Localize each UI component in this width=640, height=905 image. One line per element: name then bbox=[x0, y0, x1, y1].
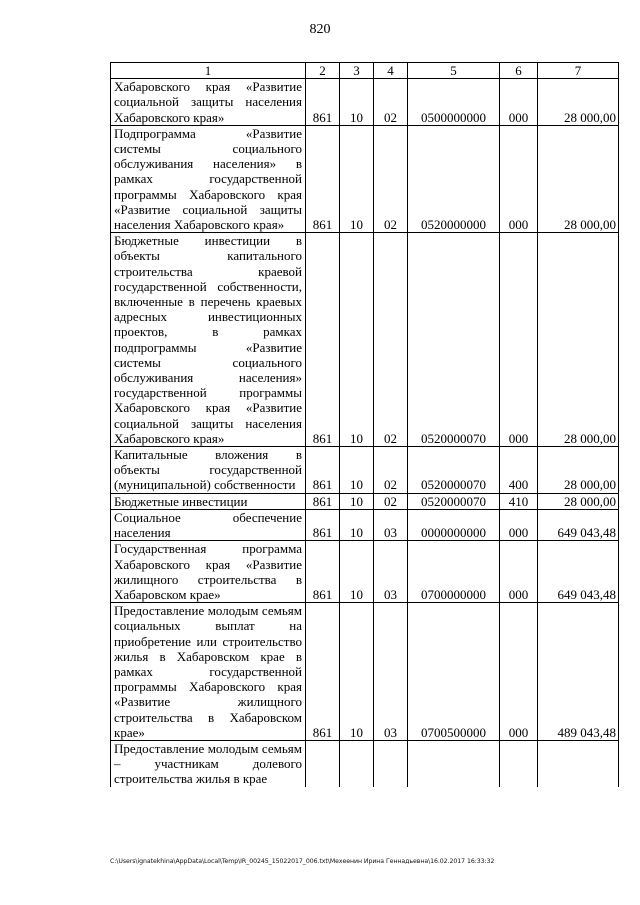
cell-section: 10 bbox=[340, 541, 374, 603]
table-row bbox=[111, 509, 619, 540]
row-name: Государственная программа Хабаровского края «Развитие жилищного строительства в Хабаровском крае» bbox=[111, 541, 306, 603]
cell-subsection: 03 bbox=[374, 541, 408, 603]
table-row bbox=[111, 740, 619, 786]
footer-file-path: C:\Users\ignatekhina\AppData\Local\Temp\IR_00245_15022017_006.txt\Мехеенин Ирина Геннадьевна\16.02.2017 16:33:32 bbox=[110, 858, 495, 865]
cell-section: 10 bbox=[340, 493, 374, 509]
cell-target-article: 0700000000 bbox=[408, 541, 500, 603]
cell-amount: 649 043,48 bbox=[538, 509, 619, 540]
cell-expense-type: 400 bbox=[500, 447, 538, 494]
cell-amount: 28 000,00 bbox=[538, 447, 619, 494]
cell-target-article bbox=[408, 740, 500, 786]
col-header-2: 2 bbox=[306, 63, 340, 79]
cell-section: 10 bbox=[340, 603, 374, 741]
cell-ved: 861 bbox=[306, 125, 340, 232]
cell-amount bbox=[538, 740, 619, 786]
col-header-3: 3 bbox=[340, 63, 374, 79]
cell-subsection: 03 bbox=[374, 509, 408, 540]
cell-amount: 489 043,48 bbox=[538, 603, 619, 741]
cell-subsection: 02 bbox=[374, 447, 408, 494]
cell-expense-type: 000 bbox=[500, 541, 538, 603]
cell-ved: 861 bbox=[306, 447, 340, 494]
cell-target-article: 0520000070 bbox=[408, 447, 500, 494]
page-number: 820 bbox=[309, 22, 331, 37]
cell-target-article: 0000000000 bbox=[408, 509, 500, 540]
cell-section: 10 bbox=[340, 233, 374, 447]
cell-target-article: 0500000000 bbox=[408, 79, 500, 126]
row-name: Капитальные вложения в объекты государственной (муниципальной) собственности bbox=[111, 447, 306, 494]
row-name: Бюджетные инвестиции в объекты капитального строительства краевой государственной собственности, включенные в перечень краевых адресных инвестиционных проектов, в рамках подпрограммы «Развитие системы социального обслуживания населения» государственной программы Хабаровского края «Развитие социальной защиты населения Хабаровского края» bbox=[111, 233, 306, 447]
cell-subsection: 02 bbox=[374, 79, 408, 126]
cell-ved: 861 bbox=[306, 509, 340, 540]
cell-target-article: 0520000070 bbox=[408, 493, 500, 509]
cell-amount: 649 043,48 bbox=[538, 541, 619, 603]
cell-ved: 861 bbox=[306, 541, 340, 603]
cell-subsection: 02 bbox=[374, 125, 408, 232]
table-row bbox=[111, 447, 619, 494]
col-header-4: 4 bbox=[374, 63, 408, 79]
cell-ved: 861 bbox=[306, 233, 340, 447]
cell-target-article: 0700500000 bbox=[408, 603, 500, 741]
cell-section: 10 bbox=[340, 509, 374, 540]
header-row bbox=[111, 63, 619, 79]
cell-subsection: 03 bbox=[374, 603, 408, 741]
cell-amount: 28 000,00 bbox=[538, 125, 619, 232]
budget-table bbox=[110, 62, 619, 787]
cell-expense-type: 000 bbox=[500, 79, 538, 126]
col-header-6: 6 bbox=[500, 63, 538, 79]
cell-expense-type: 000 bbox=[500, 509, 538, 540]
cell-amount: 28 000,00 bbox=[538, 493, 619, 509]
table-row bbox=[111, 125, 619, 232]
cell-target-article: 0520000070 bbox=[408, 233, 500, 447]
table-row bbox=[111, 79, 619, 126]
cell-subsection: 02 bbox=[374, 493, 408, 509]
cell-amount: 28 000,00 bbox=[538, 79, 619, 126]
cell-ved: 861 bbox=[306, 493, 340, 509]
cell-expense-type: 000 bbox=[500, 125, 538, 232]
cell-section bbox=[340, 740, 374, 786]
table-row bbox=[111, 541, 619, 603]
table-row bbox=[111, 233, 619, 447]
row-name: Подпрограмма «Развитие системы социального обслуживания населения» в рамках государственной программы Хабаровского края «Развитие социальной защиты населения Хабаровского края» bbox=[111, 125, 306, 232]
cell-expense-type: 410 bbox=[500, 493, 538, 509]
cell-section: 10 bbox=[340, 447, 374, 494]
row-name: Бюджетные инвестиции bbox=[111, 493, 306, 509]
row-name: Предоставление молодым семьям социальных выплат на приобретение или строительство жилья в Хабаровском крае в рамках государственной программы Хабаровского края «Развитие жилищного строительства в Хабаровском крае» bbox=[111, 603, 306, 741]
row-name: Предоставление молодым семьям – участникам долевого строительства жилья в крае bbox=[111, 740, 306, 786]
cell-subsection bbox=[374, 740, 408, 786]
cell-subsection: 02 bbox=[374, 233, 408, 447]
table-row bbox=[111, 603, 619, 741]
cell-expense-type: 000 bbox=[500, 233, 538, 447]
cell-section: 10 bbox=[340, 79, 374, 126]
cell-section: 10 bbox=[340, 125, 374, 232]
cell-expense-type bbox=[500, 740, 538, 786]
cell-target-article: 0520000000 bbox=[408, 125, 500, 232]
row-name: Хабаровского края «Развитие социальной защиты населения Хабаровского края» bbox=[111, 79, 306, 126]
cell-expense-type: 000 bbox=[500, 603, 538, 741]
col-header-1: 1 bbox=[111, 63, 306, 79]
col-header-7: 7 bbox=[538, 63, 619, 79]
col-header-5: 5 bbox=[408, 63, 500, 79]
table-row bbox=[111, 493, 619, 509]
cell-amount: 28 000,00 bbox=[538, 233, 619, 447]
cell-ved: 861 bbox=[306, 79, 340, 126]
row-name: Социальное обеспечение населения bbox=[111, 509, 306, 540]
cell-ved: 861 bbox=[306, 603, 340, 741]
cell-ved bbox=[306, 740, 340, 786]
